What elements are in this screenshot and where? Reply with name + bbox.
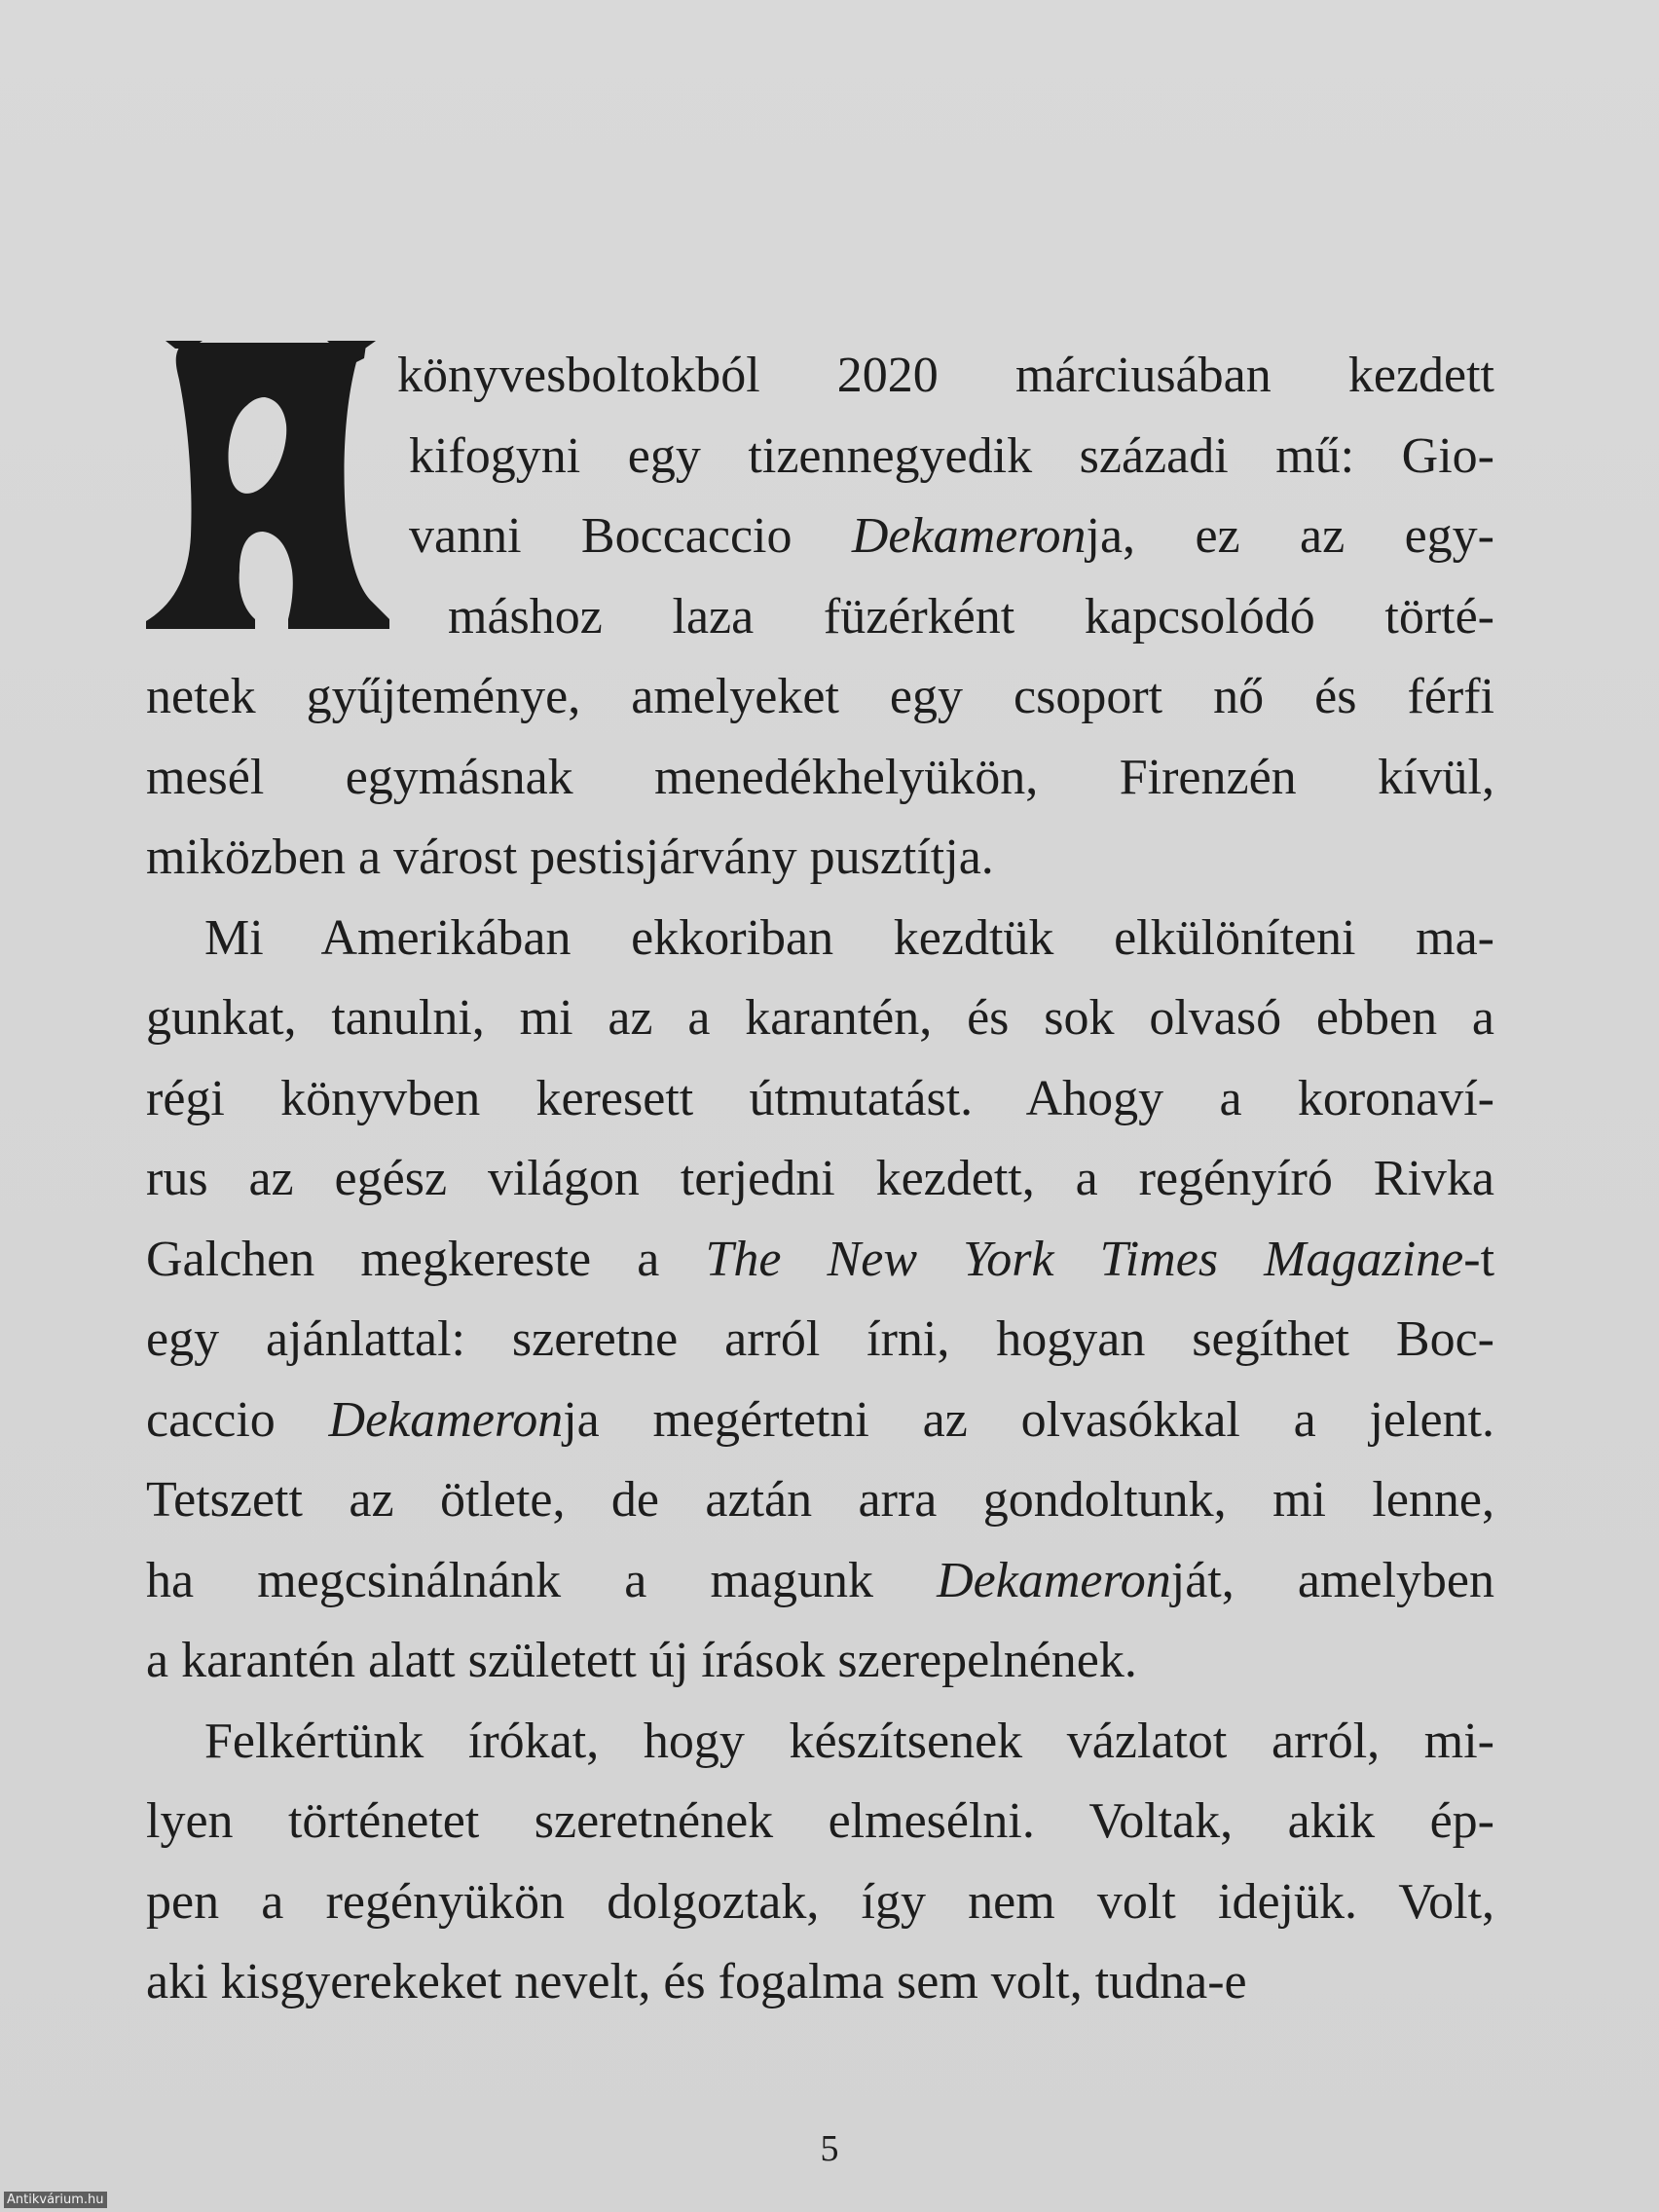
text-line: könyvesboltokból 2020 márciusában kezdett <box>397 348 1494 403</box>
text-line: caccio Dekameronja megértetni az olvasókkal a jelent. <box>146 1391 1494 1448</box>
text-line: Tetszett az ötlete, de aztán arra gondoltunk, mi lenne, <box>146 1472 1494 1528</box>
text-line: rus az egész világon terjedni kezdett, a regényíró Rivka <box>146 1151 1494 1206</box>
page-number: 5 <box>820 2128 839 2169</box>
text-line: netek gyűjteménye, amelyeket egy csoport nő és férfi <box>146 669 1494 724</box>
watermark: Antikvárium.hu <box>4 2192 107 2208</box>
text-line: vanni Boccaccio Dekameronja, ez az egy- <box>409 508 1494 564</box>
italic-title: Dekameron <box>328 1391 564 1448</box>
text-line: aki kisgyerekeket nevelt, és fogalma sem volt, tudna-e <box>146 1954 1247 2009</box>
text-line: Felkértünk írókat, hogy készítsenek vázlatot arról, mi- <box>204 1713 1494 1769</box>
text-line: pen a regényükön dolgoztak, így nem volt idejük. Volt, <box>146 1873 1494 1930</box>
paragraph-1 <box>146 336 1494 899</box>
text-line: régi könyvben keresett útmutatást. Ahogy a koronaví- <box>146 1070 1494 1126</box>
text-line: egy ajánlattal: szeretne arról írni, hogyan segíthet Boc- <box>146 1311 1494 1367</box>
text-line: kifogyni egy tizennegyedik századi mű: Gio- <box>409 427 1494 484</box>
text-line: máshoz laza füzérként kapcsolódó törté- <box>448 588 1494 645</box>
paragraph-3 <box>146 1702 1494 2023</box>
text-line: Galchen megkereste a The New York Times Magazine-t <box>146 1231 1495 1287</box>
text-line: lyen történetet szeretnének elmesélni. Voltak, akik ép- <box>146 1793 1494 1849</box>
body-text <box>146 336 1494 2023</box>
text-line: ha megcsinálnánk a magunk Dekameronját, amelyben <box>146 1552 1495 1608</box>
text-line: miközben a várost pestisjárvány pusztítja. <box>146 830 994 885</box>
italic-title: Dekameron <box>937 1552 1171 1608</box>
paragraph-2 <box>146 899 1494 1702</box>
text-line: Mi Amerikában ekkoriban kezdtük elkülöníteni ma- <box>204 909 1494 966</box>
text-line: mesél egymásnak menedékhelyükön, Firenzén kívül, <box>146 749 1494 805</box>
text-line: a karantén alatt született új írások szerepelnének. <box>146 1633 1137 1688</box>
italic-title: Dekameron <box>851 508 1087 564</box>
italic-title: The New York Times Magazine <box>705 1231 1464 1287</box>
text-line: gunkat, tanulni, mi az a karantén, és sok olvasó ebben a <box>146 990 1494 1046</box>
